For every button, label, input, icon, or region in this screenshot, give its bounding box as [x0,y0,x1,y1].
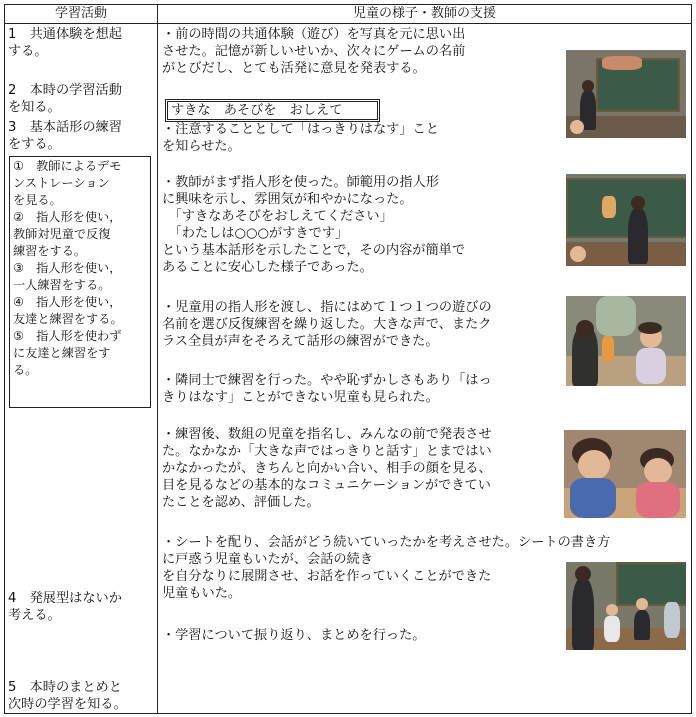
activity-item-2: 2 本時の学習活動 を知る。 [8,83,122,115]
note-summary: ・学習について振り返り、まとめを行った。 [162,628,426,643]
lesson-table [4,4,692,714]
header-support: 児童の様子・教師の支援 [158,5,692,24]
note-recall: ・前の時間の共通体験（遊び）を写真を元に思い出 させた。記憶が新しいせいか、次々にゲームの名前 がとびだし、とても活発に意見を発表する。 [162,27,466,76]
note-speak-clearly: ・注意することとして「はっきりはなす」こと を知らせた。 [162,122,439,154]
support-column [158,24,692,714]
classroom-photo-pair-presentation [564,430,686,518]
activity-item-5: 5 本時のまとめと 次時の学習を知る。 [8,680,127,712]
key-phrase-box: すきな あそびを おしえて [165,99,380,122]
practice-steps: ① 教師によるデモ ンストレーション を見る。 ② 指人形を使い， 教師対児童で反復 練習をする。 ③ 指人形を使い， 一人練習をする。 ④ 指人形を使い， 友達と練習をする。 ⑤ 指人形を使わず に友達と練習をす る。 [13,159,123,377]
note-pair-practice: ・隣同士で練習を行った。やや恥ずかしさもあり「はっ きりはなす」ことができない児童も見られた。 [162,373,492,405]
activity-item-4: 4 発展型はないか 考える。 [8,591,122,623]
note-teacher-demo: ・教師がまず指人形を使った。師範用の指人形 に興味を示し、雰囲気が和やかになった。 「すきなあそびをおしえてください」 「わたしは○○○がすきです」 という基本話形を示したことで，その内容が簡単で あることに安心した様子であった。 [162,175,466,275]
note-repeat-practice: ・児童用の指人形を渡し、指にはめて１つ１つの遊びの 名前を選び反復練習を繰り返した。大きな声で、またク ラス全員が声をそろえて話形の練習ができた。 [162,300,492,349]
body-row [5,24,692,714]
lesson-record-sheet [4,4,692,712]
note-presentation: ・練習後、数組の児童を指名し、みんなの前で発表させ た。なかなか「大きな声ではっきりと話す」とまではい かなかったが、きちんと向かい合い、相手の顔を見る、 目を見るなどの基本的なコミュニケーションができてい たことを認め、評価した。 [162,427,492,510]
header-row [5,5,692,24]
activity-item-1: 1 共通体験を想起 する。 [8,27,122,59]
activity-column [5,24,158,714]
note-worksheet: ・シートを配り、会話がどう続いていったかを考えさせた。シートの書き方 に戸惑う児童もいたが、会話の続き を自分なりに展開させ、お話を作っていくことができた 児童もいた。 [162,535,611,601]
header-activity: 学習活動 [5,5,158,24]
classroom-photo-child-practice [566,296,686,386]
classroom-photo-puppet-demo [566,174,686,266]
classroom-photo-blackboard [566,50,686,138]
classroom-photo-worksheet [566,562,686,650]
activity-item-3: 3 基本話形の練習 をする。 [8,120,122,152]
practice-steps-box [9,156,151,408]
